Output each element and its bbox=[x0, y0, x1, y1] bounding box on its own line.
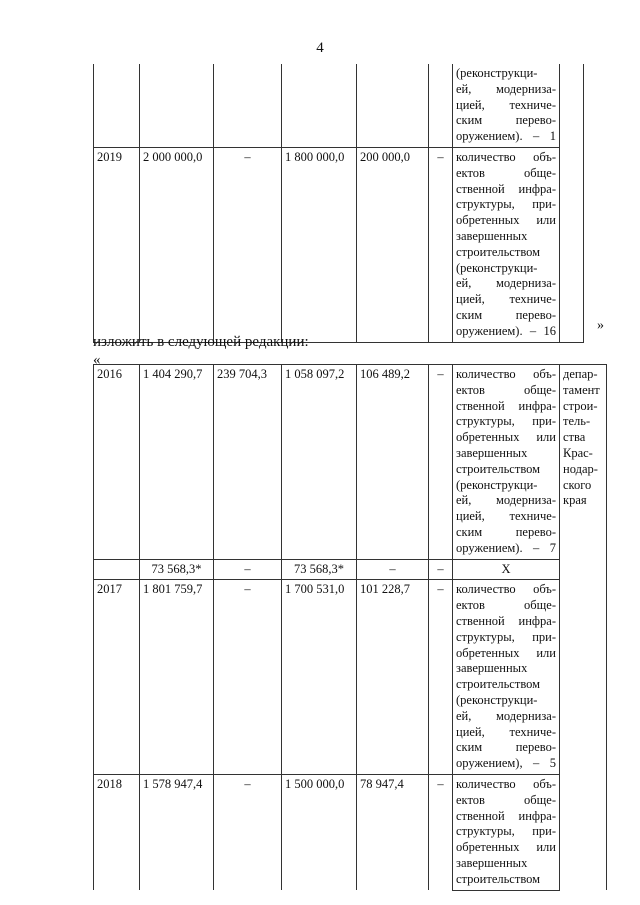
regional-cell: 1 500 000,0 bbox=[282, 774, 357, 890]
table-row-2017 bbox=[94, 580, 607, 775]
regional-cell: 1 800 000,0 bbox=[282, 147, 357, 342]
indicator-text: количество объ- ектов обще- ственной инфра- структуры, при- обретенных или завершенных строительством (реконструкци- ей, модерниза- цией, техниче- ским перево- оружением). – 16 bbox=[453, 147, 560, 342]
closing-quote: » bbox=[597, 318, 604, 333]
department-cell: депар- тамент строи- тель- ства Крас- нодар- ского края bbox=[560, 365, 607, 891]
table-row-2016 bbox=[94, 365, 607, 560]
local-cell: 200 000,0 bbox=[357, 147, 429, 342]
regional-cell: 1 700 531,0 bbox=[282, 580, 357, 775]
local-cell: – bbox=[357, 559, 429, 580]
other-cell: – bbox=[429, 774, 453, 890]
intro-text: изложить в следующей редакции: bbox=[93, 334, 309, 350]
local-cell: 101 228,7 bbox=[357, 580, 429, 775]
federal-cell: – bbox=[214, 147, 282, 342]
table-row-2016-footnote bbox=[94, 559, 607, 580]
opening-quote: « bbox=[93, 352, 101, 368]
indicator-text: количество объ- ектов обще- ственной инфра- структуры, при- обретенных или завершенных строительством bbox=[453, 774, 560, 890]
other-cell: – bbox=[429, 559, 453, 580]
table-new-edition bbox=[93, 364, 607, 891]
year-cell: 2016 bbox=[94, 365, 140, 560]
other-cell: – bbox=[429, 580, 453, 775]
total-cell: 1 578 947,4 bbox=[140, 774, 214, 890]
regional-cell: 1 058 097,2 bbox=[282, 365, 357, 560]
year-cell: 2017 bbox=[94, 580, 140, 775]
total-cell: 1 404 290,7 bbox=[140, 365, 214, 560]
other-cell: – bbox=[429, 147, 453, 342]
table-row-2019 bbox=[94, 147, 584, 342]
mark-cell: X bbox=[453, 559, 560, 580]
total-cell: 2 000 000,0 bbox=[140, 147, 214, 342]
federal-cell: 239 704,3 bbox=[214, 365, 282, 560]
year-cell: 2019 bbox=[94, 147, 140, 342]
federal-cell: – bbox=[214, 580, 282, 775]
federal-cell: – bbox=[214, 774, 282, 890]
page-number: 4 bbox=[316, 40, 324, 56]
indicator-text: количество объ- ектов обще- ственной инфра- структуры, при- обретенных или завершенных строительством (реконструкци- ей, модерниза- цией, техниче- ским перево- оружением), – 5 bbox=[453, 580, 560, 775]
total-cell: 73 568,3* bbox=[140, 559, 214, 580]
table-previous-edition bbox=[93, 64, 584, 343]
federal-cell: – bbox=[214, 559, 282, 580]
regional-cell: 73 568,3* bbox=[282, 559, 357, 580]
local-cell: 78 947,4 bbox=[357, 774, 429, 890]
local-cell: 106 489,2 bbox=[357, 365, 429, 560]
table-row-2018 bbox=[94, 774, 607, 890]
total-cell: 1 801 759,7 bbox=[140, 580, 214, 775]
indicator-text: (реконструкци- ей, модерниза- цией, техниче- ским перево- оружением). – 1 bbox=[453, 64, 560, 147]
other-cell: – bbox=[429, 365, 453, 560]
year-cell: 2018 bbox=[94, 774, 140, 890]
table-row-continuation bbox=[94, 64, 584, 147]
indicator-text: количество объ- ектов обще- ственной инфра- структуры, при- обретенных или завершенных строительством (реконструкци- ей, модерниза- цией, техниче- ским перево- оружением). – 7 bbox=[453, 365, 560, 560]
